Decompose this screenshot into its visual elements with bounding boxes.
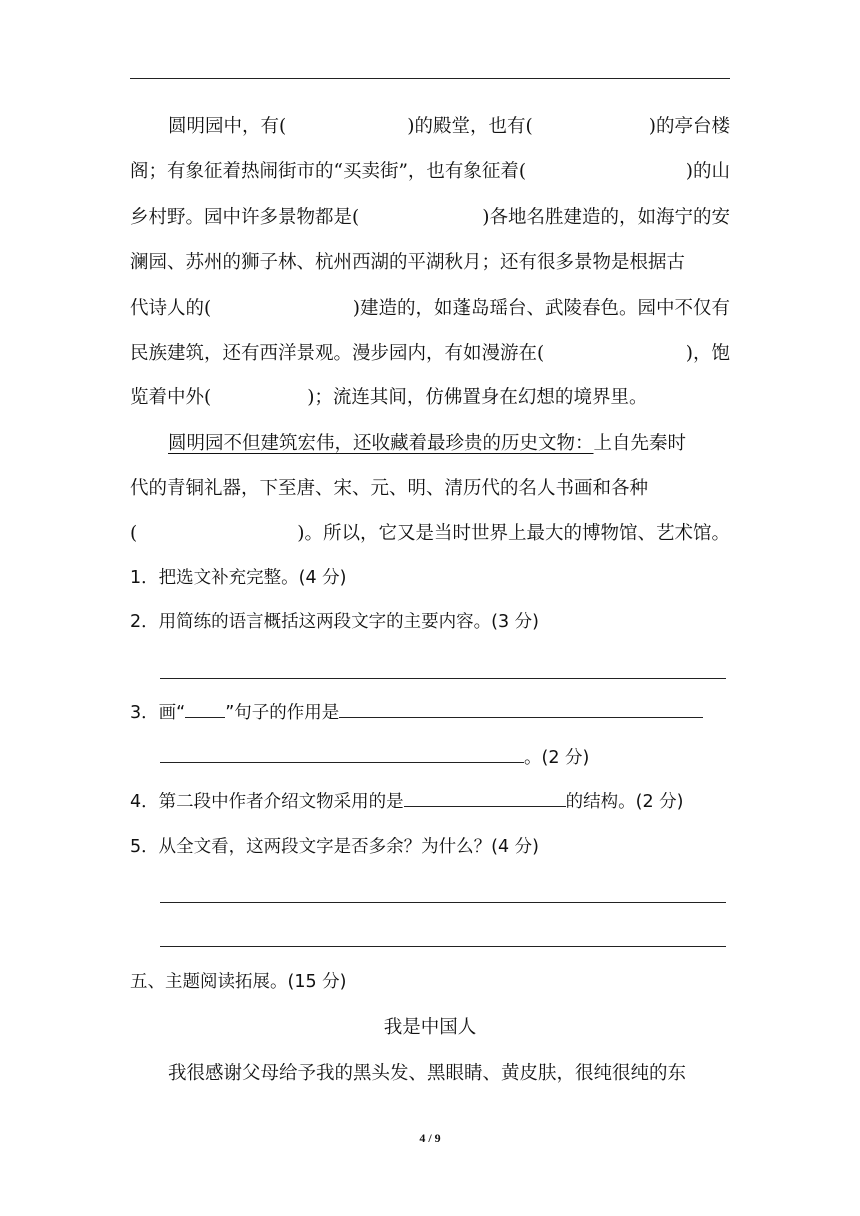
p1-line-1: 圆明园中，有( )的殿堂，也有( )的亭台楼	[168, 116, 730, 137]
p2-line-2: 代的青铜礼器，下至唐、宋、元、明、清历代的名人书画和各种	[130, 478, 649, 499]
p1-line-3: 乡村野。园中许多景物都是( )各地名胜建造的，如海宁的安	[130, 207, 730, 228]
question-3: 3．画“ ”句子的作用是	[130, 699, 730, 727]
q3-answer-line-2[interactable]	[160, 744, 524, 763]
article-title: 我是中国人	[383, 1017, 477, 1038]
p1-line-5: 代诗人的( )建造的，如蓬岛瑶台、武陵春色。园中不仅有	[130, 298, 730, 319]
q3-underline-sample	[185, 699, 225, 718]
p1-line-4: 澜园、苏州的狮子林、杭州西湖的平湖秋月；还有很多景物是根据古	[130, 252, 686, 273]
section-5-heading: 五、主题阅读拓展。(15 分)	[130, 972, 347, 992]
question-4: 4．第二段中作者介绍文物采用的是 的结构。(2 分)	[130, 788, 730, 816]
p1-line-6: 民族建筑，还有西洋景观。漫步园内，有如漫游在( )，饱	[130, 343, 730, 364]
article-line-1: 我很感谢父母给予我的黑头发、黑眼睛、黄皮肤，很纯很纯的东	[168, 1063, 687, 1084]
q5-answer-line-1[interactable]	[160, 902, 726, 903]
p1-line-7: 览着中外( )；流连其间，仿佛置身在幻想的境界里。	[130, 387, 648, 408]
underlined-sentence: 圆明园不但建筑宏伟，还收藏着最珍贵的历史文物：	[168, 433, 594, 454]
p2-line-1: 圆明园不但建筑宏伟，还收藏着最珍贵的历史文物： 上自先秦时	[130, 430, 730, 458]
question-1: 1．把选文补充完整。(4 分)	[130, 568, 347, 588]
q4-answer-line[interactable]	[404, 788, 566, 807]
p1-line-2: 阁；有象征着热闹街市的“买卖街”，也有象征着( )的山	[130, 161, 730, 182]
q3-answer-line-1[interactable]	[339, 699, 703, 718]
question-5: 5．从全文看，这两段文字是否多余？为什么？(4 分)	[130, 837, 539, 857]
q2-answer-line[interactable]	[160, 678, 726, 679]
page-number: 4 / 9	[419, 1131, 441, 1145]
p2-line-3: ( )。所以，它又是当时世界上最大的博物馆、艺术馆。	[130, 523, 730, 544]
question-3-cont: 。(2 分)	[160, 744, 730, 772]
question-2: 2．用简练的语言概括这两段文字的主要内容。(3 分)	[130, 612, 539, 632]
q5-answer-line-2[interactable]	[160, 946, 726, 947]
header-rule	[130, 78, 730, 79]
